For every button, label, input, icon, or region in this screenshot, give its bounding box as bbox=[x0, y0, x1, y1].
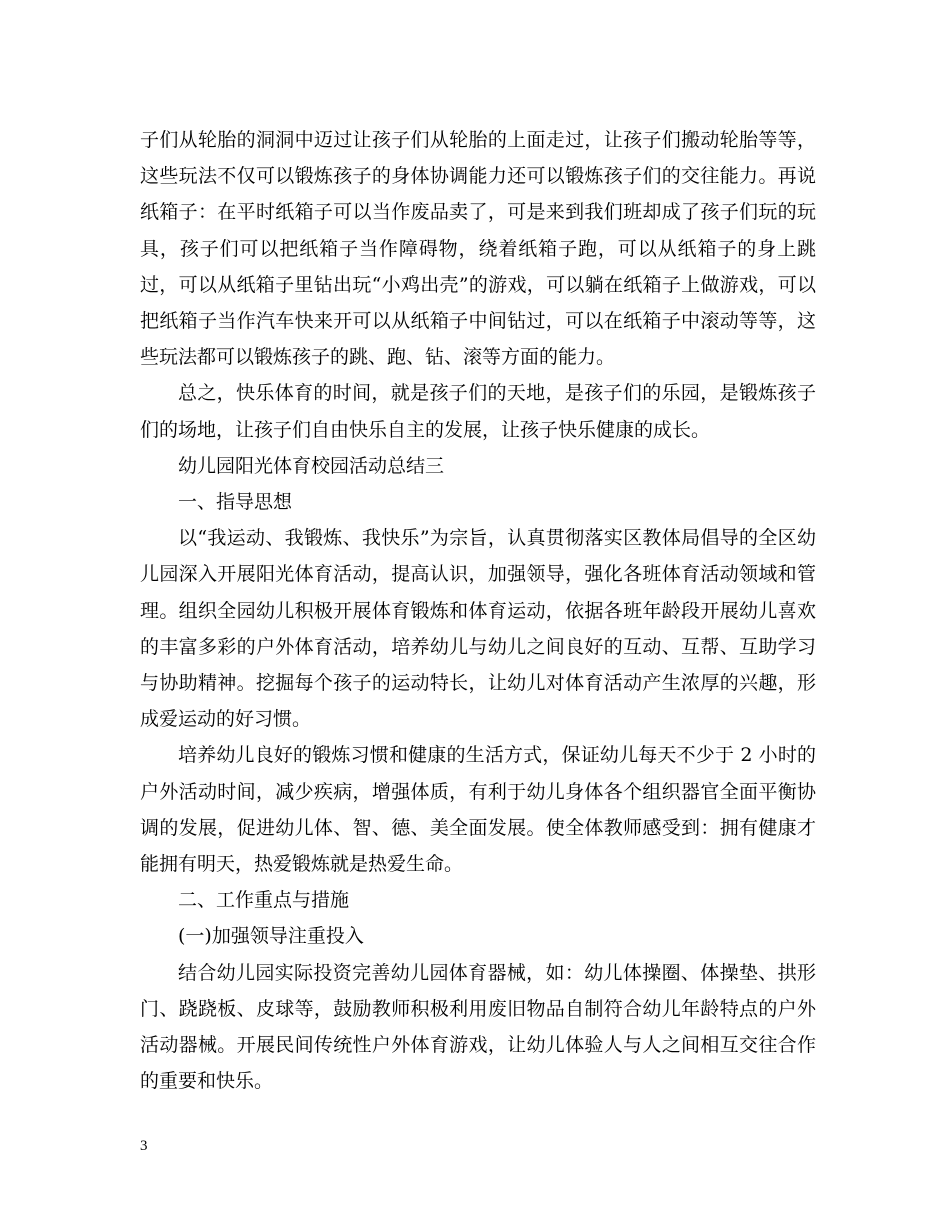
paragraph-equipment: 结合幼儿园实际投资完善幼儿园体育器械，如：幼儿体操圈、体操垫、拱形门、跷跷板、皮球等，鼓励教师积极利用废旧物品自制符合幼儿年龄特点的户外活动器械。开展民间传统性户外体育游戏，让幼儿体验人与人之间相互交往合作的重要和快乐。 bbox=[140, 961, 816, 1093]
paragraph-summary: 总之，快乐体育的时间，就是孩子们的天地，是孩子们的乐园，是锻炼孩子们的场地，让孩子们自由快乐自主的发展，让孩子快乐健康的成长。 bbox=[140, 382, 816, 441]
subheading-leadership: (一)加强领导注重投入 bbox=[178, 925, 364, 948]
heading-guiding-ideology: 一、指导思想 bbox=[178, 491, 293, 514]
paragraph-healthy-habits: 培养幼儿良好的锻炼习惯和健康的生活方式，保证幼儿每天不少于 2 小时的户外活动时间，减少疾病，增强体质，有利于幼儿身体各个组织器官全面平衡协调的发展，促进幼儿体、智、德、美全面发展。使全体教师感受到：拥有健康才能拥有明天，热爱锻炼就是热爱生命。 bbox=[140, 744, 816, 876]
document-body bbox=[140, 122, 816, 1099]
paragraph-continuation: 子们从轮胎的洞洞中迈过让孩子们从轮胎的上面走过，让孩子们搬动轮胎等等，这些玩法不仅可以锻炼孩子的身体协调能力还可以锻炼孩子们的交往能力。再说纸箱子：在平时纸箱子可以当作废品卖了，可是来到我们班却成了孩子们玩的玩具，孩子们可以把纸箱子当作障碍物，绕着纸箱子跑，可以从纸箱子的身上跳过，可以从纸箱子里钻出玩“小鸡出壳”的游戏，可以躺在纸箱子上做游戏，可以把纸箱子当作汽车快来开可以从纸箱子中间钻过，可以在纸箱子中滚动等等，这些玩法都可以锻炼孩子的跳、跑、钻、滚等方面的能力。 bbox=[140, 129, 816, 369]
page-number: 3 bbox=[140, 1138, 148, 1154]
paragraph-guiding-ideology: 以“我运动、我锻炼、我快乐”为宗旨，认真贯彻落实区教体局倡导的全区幼儿园深入开展阳光体育活动，提高认识，加强领导，强化各班体育活动领域和管理。组织全园幼儿积极开展体育锻炼和体育运动，依据各班年龄段开展幼儿喜欢的丰富多彩的户外体育活动，培养幼儿与幼儿之间良好的互动、互帮、互助学习与协助精神。挖掘每个孩子的运动特长，让幼儿对体育活动产生浓厚的兴趣，形成爱运动的好习惯。 bbox=[140, 527, 816, 731]
section-title: 幼儿园阳光体育校园活动总结三 bbox=[178, 454, 445, 477]
heading-work-focus: 二、工作重点与措施 bbox=[178, 889, 350, 912]
